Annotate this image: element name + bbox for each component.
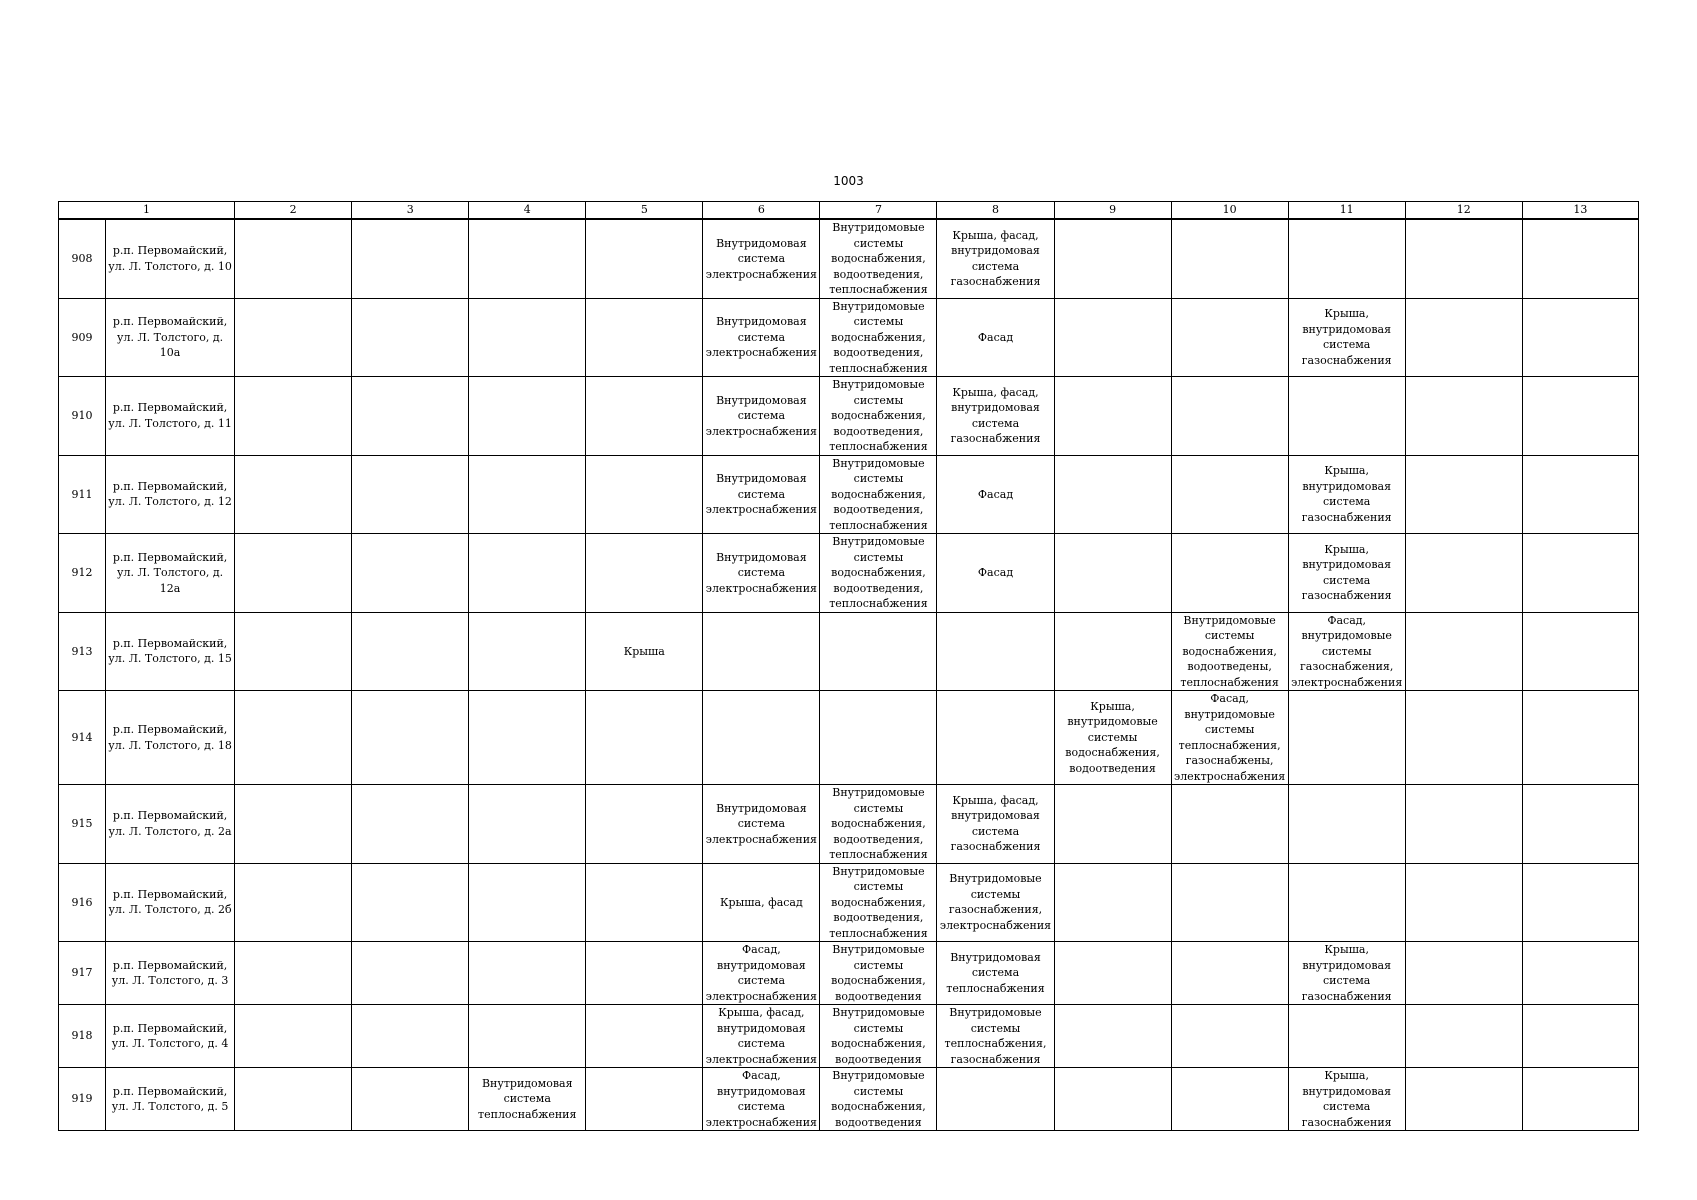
row-number: 919 [59,1068,106,1131]
work-cell: Внутридомовая система электроснабжения [703,377,820,456]
address-cell: р.п. Первомайский, ул. Л. Толстого, д. 10 [106,219,235,298]
work-cell [352,1005,469,1068]
work-cell: Внутридомовая система электроснабжения [703,298,820,377]
work-cell: Внутридомовые системы газоснабжения, электроснабжения [937,863,1054,942]
work-cell [352,455,469,534]
work-cell [1288,691,1405,785]
address-cell: р.п. Первомайский, ул. Л. Толстого, д. 5 [106,1068,235,1131]
work-cell [1054,1005,1171,1068]
work-cell [586,534,703,613]
work-cell: Внутридомовая система электроснабжения [703,455,820,534]
work-cell [703,612,820,691]
row-number: 918 [59,1005,106,1068]
work-cell [1171,455,1288,534]
work-cell [937,612,1054,691]
address-cell: р.п. Первомайский, ул. Л. Толстого, д. 2б [106,863,235,942]
work-cell [820,612,937,691]
table-row [59,219,1639,298]
work-cell: Внутридомовые системы теплоснабжения, газоснабжения [937,1005,1054,1068]
work-cell: Внутридомовые системы водоснабжения, водоотведения, теплоснабжения [820,377,937,456]
work-cell [1522,534,1638,613]
work-cell: Внутридомовые системы водоснабжения, водоотведения, теплоснабжения [820,534,937,613]
work-cell: Крыша [586,612,703,691]
work-cell [1522,455,1638,534]
col-header: 2 [235,202,352,220]
work-cell [1522,612,1638,691]
work-cell [1405,298,1522,377]
work-cell [469,219,586,298]
work-cell: Внутридомовая система электроснабжения [703,219,820,298]
work-cell [586,942,703,1005]
work-cell [1171,1005,1288,1068]
work-cell: Крыша, внутридомовая система газоснабжения [1288,534,1405,613]
work-cell [469,1005,586,1068]
work-cell: Внутридомовые системы водоснабжения, водоотведения, теплоснабжения [820,785,937,864]
work-cell [1288,1005,1405,1068]
table-row [59,298,1639,377]
work-cell: Внутридомовая система электроснабжения [703,785,820,864]
row-number: 910 [59,377,106,456]
work-cell: Крыша, внутридомовая система газоснабжения [1288,1068,1405,1131]
table-body [59,219,1639,1131]
work-cell [1405,1068,1522,1131]
work-cell [235,534,352,613]
work-cell [469,691,586,785]
work-cell [469,612,586,691]
work-cell [235,863,352,942]
work-cell [1405,455,1522,534]
work-cell [1054,942,1171,1005]
work-cell [235,455,352,534]
work-cell: Внутридомовые системы водоснабжения, водоотведения, теплоснабжения [820,219,937,298]
col-header: 13 [1522,202,1638,220]
work-cell: Внутридомовые системы водоснабжения, водоотведены, теплоснабжения [1171,612,1288,691]
work-cell [1288,785,1405,864]
work-cell [1054,863,1171,942]
work-cell [1054,785,1171,864]
work-cell: Фасад, внутридомовая система электроснабжения [703,1068,820,1131]
work-cell [352,377,469,456]
work-cell [469,785,586,864]
work-cell [1522,219,1638,298]
work-cell [352,298,469,377]
work-cell [1171,377,1288,456]
work-cell [1288,377,1405,456]
work-cell [586,377,703,456]
row-number: 916 [59,863,106,942]
work-cell [235,1005,352,1068]
work-cell [1405,863,1522,942]
table-row [59,1068,1639,1131]
work-cell: Внутридомовые системы водоснабжения, водоотведения [820,942,937,1005]
col-header: 12 [1405,202,1522,220]
work-cell: Внутридомовая система электроснабжения [703,534,820,613]
table-row [59,942,1639,1005]
work-cell [469,942,586,1005]
work-cell [1522,1068,1638,1131]
work-cell: Фасад [937,455,1054,534]
work-cell [1405,534,1522,613]
work-cell: Внутридомовые системы водоснабжения, водоотведения, теплоснабжения [820,863,937,942]
address-cell: р.п. Первомайский, ул. Л. Толстого, д. 11 [106,377,235,456]
work-cell: Фасад [937,298,1054,377]
work-cell: Крыша, внутридомовая система газоснабжения [1288,298,1405,377]
work-cell: Крыша, внутридомовая система газоснабжения [1288,942,1405,1005]
address-cell: р.п. Первомайский, ул. Л. Толстого, д. 3 [106,942,235,1005]
work-cell: Внутридомовые системы водоснабжения, водоотведения [820,1005,937,1068]
address-cell: р.п. Первомайский, ул. Л. Толстого, д. 4 [106,1005,235,1068]
work-cell [1522,942,1638,1005]
col-header: 6 [703,202,820,220]
work-cell [235,298,352,377]
work-cell [586,455,703,534]
work-cell: Внутридомовые системы водоснабжения, водоотведения, теплоснабжения [820,298,937,377]
work-cell [1171,298,1288,377]
work-cell: Внутридомовые системы водоснабжения, водоотведения, теплоснабжения [820,455,937,534]
work-cell [703,691,820,785]
table-row [59,785,1639,864]
work-cell [352,219,469,298]
table-row [59,612,1639,691]
work-cell [586,298,703,377]
row-number: 917 [59,942,106,1005]
work-cell [1054,377,1171,456]
work-cell [1171,942,1288,1005]
work-cell [235,691,352,785]
work-cell [469,863,586,942]
work-cell [1522,691,1638,785]
work-cell: Фасад, внутридомовые системы теплоснабжения, газоснабжены, электроснабжения [1171,691,1288,785]
work-cell [1405,219,1522,298]
work-cell [1522,1005,1638,1068]
row-number: 912 [59,534,106,613]
work-cell [1171,1068,1288,1131]
work-cell: Фасад, внутридомовые системы газоснабжения, электроснабжения [1288,612,1405,691]
col-header: 5 [586,202,703,220]
work-cell [1171,534,1288,613]
work-cell [1405,377,1522,456]
work-cell [586,219,703,298]
work-cell [235,612,352,691]
work-cell [352,785,469,864]
work-cell [1054,455,1171,534]
page-number: 1003 [833,174,864,188]
work-cell [352,612,469,691]
repair-schedule-table [58,201,1639,1131]
col-header: 9 [1054,202,1171,220]
work-cell [1054,534,1171,613]
work-cell [586,863,703,942]
work-cell [1054,1068,1171,1131]
work-cell [586,785,703,864]
work-cell: Крыша, фасад [703,863,820,942]
work-cell: Внутридомовая система теплоснабжения [469,1068,586,1131]
address-cell: р.п. Первомайский, ул. Л. Толстого, д. 2а [106,785,235,864]
row-number: 908 [59,219,106,298]
work-cell [352,942,469,1005]
work-cell [1288,863,1405,942]
work-cell [937,1068,1054,1131]
work-cell [820,691,937,785]
work-cell [586,691,703,785]
work-cell: Крыша, фасад, внутридомовая система газоснабжения [937,377,1054,456]
work-cell: Фасад, внутридомовая система электроснабжения [703,942,820,1005]
table-row [59,1005,1639,1068]
row-number: 911 [59,455,106,534]
work-cell [352,534,469,613]
work-cell [235,377,352,456]
work-cell [235,785,352,864]
work-cell: Фасад [937,534,1054,613]
work-cell: Крыша, фасад, внутридомовая система газоснабжения [937,219,1054,298]
address-cell: р.п. Первомайский, ул. Л. Толстого, д. 10а [106,298,235,377]
work-cell [235,219,352,298]
work-cell [469,455,586,534]
col-header: 7 [820,202,937,220]
address-cell: р.п. Первомайский, ул. Л. Толстого, д. 12а [106,534,235,613]
col-header: 1 [59,202,235,220]
work-cell [1522,785,1638,864]
work-cell [235,942,352,1005]
work-cell [937,691,1054,785]
work-cell [469,377,586,456]
work-cell [586,1068,703,1131]
work-cell [1054,298,1171,377]
col-header: 11 [1288,202,1405,220]
table-row [59,863,1639,942]
work-cell: Внутридомовые системы водоснабжения, водоотведения [820,1068,937,1131]
work-cell [1522,298,1638,377]
work-cell [352,863,469,942]
work-cell [1171,863,1288,942]
work-cell [1405,1005,1522,1068]
work-cell [1522,377,1638,456]
address-cell: р.п. Первомайский, ул. Л. Толстого, д. 12 [106,455,235,534]
col-header: 10 [1171,202,1288,220]
col-header: 3 [352,202,469,220]
work-cell: Крыша, внутридомовые системы водоснабжения, водоотведения [1054,691,1171,785]
work-cell: Крыша, внутридомовая система газоснабжения [1288,455,1405,534]
work-cell [469,298,586,377]
work-cell: Крыша, фасад, внутридомовая система электроснабжения [703,1005,820,1068]
work-cell [1405,612,1522,691]
table-row [59,377,1639,456]
table-row [59,534,1639,613]
work-cell [1288,219,1405,298]
work-cell [352,691,469,785]
header-row [59,202,1639,220]
work-cell [235,1068,352,1131]
work-cell [1405,691,1522,785]
work-cell [1522,863,1638,942]
col-header: 8 [937,202,1054,220]
work-cell [1405,785,1522,864]
row-number: 914 [59,691,106,785]
work-cell: Внутридомовая система теплоснабжения [937,942,1054,1005]
row-number: 913 [59,612,106,691]
work-cell [586,1005,703,1068]
work-cell [1054,612,1171,691]
work-cell [1054,219,1171,298]
work-cell [352,1068,469,1131]
table-row [59,691,1639,785]
row-number: 909 [59,298,106,377]
address-cell: р.п. Первомайский, ул. Л. Толстого, д. 15 [106,612,235,691]
work-cell [1171,785,1288,864]
row-number: 915 [59,785,106,864]
table-row [59,455,1639,534]
work-cell [1405,942,1522,1005]
address-cell: р.п. Первомайский, ул. Л. Толстого, д. 18 [106,691,235,785]
work-cell: Крыша, фасад, внутридомовая система газоснабжения [937,785,1054,864]
col-header: 4 [469,202,586,220]
work-cell [1171,219,1288,298]
work-cell [469,534,586,613]
